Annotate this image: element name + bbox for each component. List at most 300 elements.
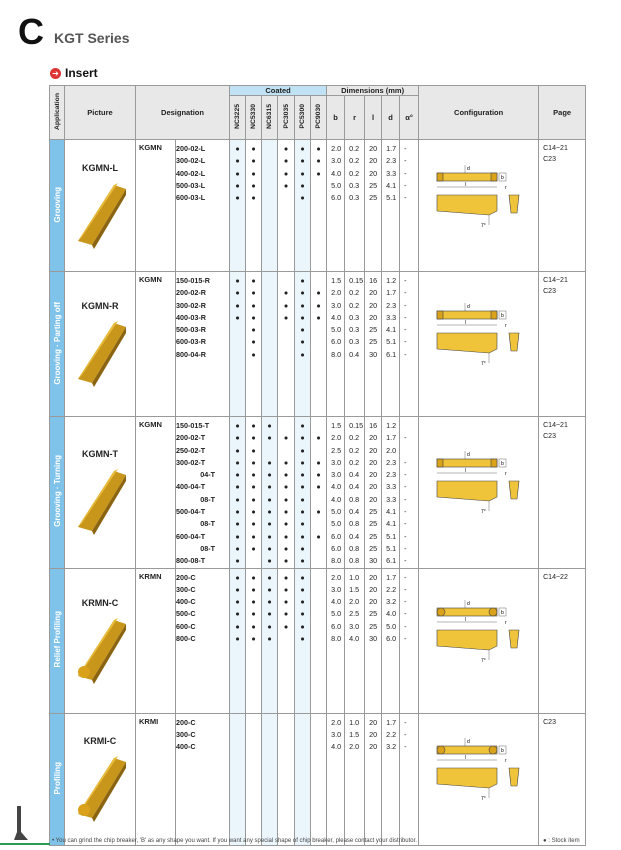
stock-mark: ● <box>251 609 256 619</box>
stock-mark: ● <box>300 584 305 594</box>
dimension-value: 20 <box>369 482 378 492</box>
svg-text:7°: 7° <box>481 509 486 516</box>
dimension-value: 2.0 <box>331 433 342 443</box>
stock-mark: ● <box>283 572 289 582</box>
stock-mark <box>262 445 277 457</box>
dimension-value: 20 <box>369 597 378 607</box>
picture-label: KGMN-R <box>81 301 119 311</box>
stock-mark: ● <box>235 168 240 178</box>
grade-column <box>246 140 262 272</box>
dimension-value: 0.4 <box>349 349 360 359</box>
stock-mark: ● <box>283 144 289 153</box>
stock-mark: ● <box>235 519 240 529</box>
grade-column <box>262 713 278 845</box>
dimension-value: 0.2 <box>349 144 360 153</box>
stock-mark: ● <box>300 300 305 310</box>
dimension-value: 3.2 <box>386 742 397 752</box>
stock-mark: ● <box>300 337 305 347</box>
dimension-value: 1.7 <box>386 288 397 298</box>
dimension-value: - <box>404 168 407 178</box>
stock-mark <box>262 312 277 324</box>
stock-mark: ● <box>251 572 256 582</box>
dimension-value: 3.0 <box>331 729 342 739</box>
stock-mark: ● <box>235 597 240 607</box>
dimension-value: 4.1 <box>386 519 397 529</box>
grade-column <box>246 272 262 417</box>
svg-text:b: b <box>501 461 504 468</box>
designation-code: 200-C <box>176 717 196 727</box>
insert-image <box>70 317 130 387</box>
dimension-value: 8.0 <box>331 349 342 359</box>
grade-column <box>246 713 262 845</box>
dimension-value: 3.0 <box>331 584 342 594</box>
stock-mark: ● <box>251 634 256 644</box>
stock-mark <box>311 180 326 192</box>
stock-mark <box>311 192 326 204</box>
stock-mark: ● <box>235 494 240 504</box>
dimension-value: 1.5 <box>331 276 342 285</box>
stock-mark: ● <box>267 572 272 582</box>
svg-text:7°: 7° <box>481 657 486 664</box>
stock-mark: ● <box>235 556 240 566</box>
stock-mark: ● <box>251 507 256 517</box>
dimension-value: 25 <box>369 609 378 619</box>
stock-mark: ● <box>235 312 240 322</box>
application-cell: Grooving <box>50 140 65 272</box>
stock-mark: ● <box>267 494 272 504</box>
stock-mark: ● <box>283 609 289 619</box>
stock-mark: ● <box>251 519 256 529</box>
stock-mark: ● <box>235 543 240 553</box>
designation-code: 08-T <box>200 494 216 504</box>
stock-mark: ● <box>283 288 289 298</box>
dimension-value: 0.3 <box>349 325 360 335</box>
stock-mark: ● <box>251 349 256 359</box>
dimension-column <box>365 272 382 417</box>
stock-mark: ● <box>235 634 240 644</box>
side-tool-icon <box>12 806 30 847</box>
grade-header: PC3035 <box>278 96 295 140</box>
dimension-column <box>400 568 419 713</box>
stock-mark: ● <box>283 312 289 322</box>
grade-column <box>230 417 246 569</box>
stock-mark <box>230 336 245 348</box>
grade-column <box>246 568 262 713</box>
grade-header: NC5330 <box>246 96 262 140</box>
dimension-value: 3.0 <box>349 621 360 631</box>
stock-mark: ● <box>267 634 272 644</box>
designation-code: 400-04-T <box>176 482 206 492</box>
stock-mark: ● <box>235 445 240 455</box>
stock-mark: ● <box>235 572 240 582</box>
grade-column <box>230 568 246 713</box>
header-coated: Coated <box>230 86 327 96</box>
designation-code: 600-03-R <box>176 337 206 347</box>
grade-column <box>295 417 311 569</box>
picture-cell <box>65 713 136 845</box>
dimension-value: - <box>404 543 407 553</box>
picture-label: KGMN-L <box>82 162 118 173</box>
insert-image <box>70 465 130 535</box>
designation-code: 300-C <box>176 584 196 594</box>
configuration-drawing <box>419 451 529 531</box>
legend-stock-item: ● : Stock item <box>543 838 580 844</box>
dimension-value: 4.0 <box>331 597 342 607</box>
dimension-value: 5.1 <box>386 337 397 347</box>
dimension-column <box>327 568 345 713</box>
stock-mark: ● <box>235 144 240 153</box>
dimension-value: 2.3 <box>386 156 397 166</box>
page-ref: C14~22 <box>543 573 568 581</box>
dimension-column <box>382 568 400 713</box>
stock-mark: ● <box>300 445 305 455</box>
dimension-value: 20 <box>369 288 378 298</box>
dimension-value: 16 <box>369 421 378 430</box>
circle-arrow-icon: ➔ <box>50 68 61 79</box>
family-cell: KGMN <box>136 140 176 272</box>
stock-mark: ● <box>300 556 305 566</box>
dimension-value: 20 <box>369 156 378 166</box>
picture-cell <box>65 140 136 272</box>
designation-codes <box>176 568 230 713</box>
page-ref: C23 <box>543 718 556 726</box>
stock-mark: ● <box>251 144 256 153</box>
dimension-value: 4.0 <box>331 312 342 322</box>
svg-text:7°: 7° <box>481 222 486 229</box>
stock-mark <box>230 349 245 361</box>
grade-column <box>295 272 311 417</box>
stock-mark: ● <box>300 572 305 582</box>
designation-code: 400-03-R <box>176 312 206 322</box>
stock-mark: ● <box>316 288 321 298</box>
stock-mark: ● <box>251 193 256 203</box>
stock-mark: ● <box>300 482 305 492</box>
dimension-value: - <box>404 519 407 529</box>
header-designation: Designation <box>136 86 230 140</box>
stock-mark <box>311 621 326 633</box>
stock-mark: ● <box>267 597 272 607</box>
stock-mark: ● <box>300 193 305 203</box>
dimension-value: 16 <box>369 276 378 285</box>
dimension-column <box>382 713 400 845</box>
grade-column <box>311 417 327 569</box>
dimension-value: 30 <box>369 634 378 644</box>
stock-mark: ● <box>267 609 272 619</box>
stock-mark: ● <box>251 325 256 335</box>
picture-label: KRMI-C <box>83 736 117 747</box>
grade-header: NC6315 <box>262 96 278 140</box>
table-row <box>50 140 586 272</box>
dimension-value: 20 <box>369 445 378 455</box>
dimension-value: 5.1 <box>386 531 397 541</box>
stock-mark: ● <box>267 457 272 467</box>
designation-code: 500-03-L <box>176 180 206 190</box>
dimension-value: - <box>404 556 407 566</box>
stock-mark: ● <box>235 288 240 298</box>
table-row <box>50 272 586 417</box>
stock-mark: ● <box>251 470 256 480</box>
dimension-column <box>400 713 419 845</box>
stock-mark: ● <box>251 621 256 631</box>
designation-code: 150-015-T <box>176 421 210 430</box>
dimension-column <box>345 417 365 569</box>
stock-mark: ● <box>235 621 240 631</box>
svg-text:d: d <box>467 165 470 172</box>
designation-code: 200-C <box>176 572 196 582</box>
stock-mark: ● <box>267 543 272 553</box>
dimension-value: 2.2 <box>386 729 397 739</box>
stock-mark: ● <box>283 584 289 594</box>
stock-mark: ● <box>267 421 272 430</box>
grade-column <box>262 417 278 569</box>
stock-mark: ● <box>316 531 321 541</box>
grade-column <box>230 140 246 272</box>
configuration-drawing <box>419 738 529 818</box>
stock-mark <box>230 729 245 741</box>
stock-mark: ● <box>283 621 289 631</box>
table-row <box>50 417 586 569</box>
dimension-value: 0.8 <box>349 556 360 566</box>
dimension-column <box>345 713 365 845</box>
stock-mark: ● <box>267 519 272 529</box>
dimension-value: 25 <box>369 531 378 541</box>
stock-mark: ● <box>283 519 289 529</box>
svg-text:r: r <box>505 323 507 329</box>
dimension-value: 5.0 <box>331 519 342 529</box>
stock-mark <box>278 717 294 729</box>
dimension-value: 0.2 <box>349 288 360 298</box>
stock-mark: ● <box>316 507 321 517</box>
dimension-value: 1.0 <box>349 717 360 727</box>
stock-mark <box>278 275 294 287</box>
stock-mark: ● <box>300 168 305 178</box>
designation-code: 600-C <box>176 621 196 631</box>
dimension-value: - <box>404 494 407 504</box>
series-title: KGT Series <box>54 30 130 46</box>
stock-mark: ● <box>235 482 240 492</box>
dimension-value: 2.0 <box>331 144 342 153</box>
dimension-value: 25 <box>369 543 378 553</box>
header-configuration: Configuration <box>419 86 539 140</box>
dimension-value: 1.2 <box>386 276 397 285</box>
dimension-value: 20 <box>369 457 378 467</box>
page-ref: C23 <box>543 288 556 295</box>
stock-mark <box>262 729 277 741</box>
dimension-value: - <box>404 325 407 335</box>
designation-code: 400-C <box>176 742 196 752</box>
table-row <box>50 568 586 713</box>
dimension-value: 0.3 <box>349 312 360 322</box>
stock-mark: ● <box>251 531 256 541</box>
stock-mark <box>278 420 294 432</box>
dimension-value: 0.4 <box>349 470 360 480</box>
dimension-value: 6.0 <box>331 621 342 631</box>
dimension-value: 0.8 <box>349 494 360 504</box>
application-cell: Profiling <box>50 713 65 845</box>
dimension-value: 20 <box>369 729 378 739</box>
dimension-value: - <box>404 531 407 541</box>
svg-text:r: r <box>505 471 507 478</box>
footer-accent-line <box>0 843 50 845</box>
stock-mark: ● <box>283 300 289 310</box>
stock-mark: ● <box>316 312 321 322</box>
designation-code: 800-04-R <box>176 349 206 359</box>
stock-mark <box>311 572 326 584</box>
insert-image <box>70 179 130 249</box>
stock-mark: ● <box>283 494 289 504</box>
stock-mark: ● <box>267 556 272 566</box>
dimension-column <box>365 568 382 713</box>
configuration-cell <box>419 140 539 272</box>
stock-mark: ● <box>267 531 272 541</box>
designation-code: 300-02-L <box>176 156 206 166</box>
dimension-value: 4.1 <box>386 180 397 190</box>
application-cell: Grooving · Parting off <box>50 272 65 417</box>
dimension-value: - <box>404 156 407 166</box>
svg-text:d: d <box>467 600 470 607</box>
grade-column <box>246 417 262 569</box>
stock-mark <box>246 555 261 567</box>
dimension-value: - <box>404 507 407 517</box>
dimension-value <box>400 445 418 457</box>
dimension-value: 30 <box>369 556 378 566</box>
dimension-value: 6.0 <box>331 543 342 553</box>
family-cell: KRMI <box>136 713 176 845</box>
dimension-value: 25 <box>369 193 378 203</box>
dimension-value: 6.0 <box>331 193 342 203</box>
stock-mark: ● <box>251 457 256 467</box>
stock-mark: ● <box>300 325 305 335</box>
dimension-value: - <box>404 457 407 467</box>
dimension-value: 4.0 <box>331 742 342 752</box>
stock-mark <box>246 717 261 729</box>
designation-code: 600-04-T <box>176 531 206 541</box>
dimension-column <box>345 568 365 713</box>
grade-column <box>311 140 327 272</box>
page-cell <box>539 713 586 845</box>
stock-mark: ● <box>316 482 321 492</box>
stock-mark <box>262 275 277 287</box>
page-ref: C23 <box>543 433 556 440</box>
stock-mark <box>311 717 326 729</box>
stock-mark <box>278 633 294 645</box>
stock-mark: ● <box>300 156 305 166</box>
dimension-value: - <box>404 349 407 359</box>
grade-column <box>262 272 278 417</box>
insert-image <box>70 752 130 822</box>
page-header <box>18 10 129 50</box>
designation-code: 300-C <box>176 729 196 739</box>
application-cell: Grooving · Turning <box>50 417 65 569</box>
configuration-drawing <box>419 303 529 383</box>
dimension-value: - <box>404 584 407 594</box>
stock-mark <box>262 143 277 155</box>
stock-mark <box>262 324 277 336</box>
grade-column <box>262 140 278 272</box>
dimension-value: 0.8 <box>349 543 360 553</box>
stock-mark <box>230 324 245 336</box>
dimension-value: 4.1 <box>386 325 397 335</box>
dimension-value: - <box>404 597 407 607</box>
dimension-value: 20 <box>369 312 378 322</box>
configuration-cell <box>419 713 539 845</box>
dimension-value: 3.0 <box>331 470 342 480</box>
dimension-column <box>365 140 382 272</box>
stock-mark <box>295 729 310 741</box>
dimension-value: 0.3 <box>349 337 360 347</box>
dimension-value: 3.2 <box>386 597 397 607</box>
dimension-column <box>327 417 345 569</box>
dimension-column <box>327 272 345 417</box>
stock-mark <box>246 741 261 753</box>
page-ref: C14~21 <box>543 277 568 284</box>
header-dimensions: Dimensions (mm) <box>327 86 419 96</box>
stock-mark: ● <box>300 621 305 631</box>
dimension-value: 20 <box>369 742 378 752</box>
stock-mark: ● <box>235 507 240 517</box>
picture-label: KGMN-T <box>82 449 118 460</box>
stock-mark <box>278 336 294 348</box>
dimension-value: 25 <box>369 180 378 190</box>
stock-mark <box>311 420 326 432</box>
dimension-value: 3.3 <box>386 482 397 492</box>
dimension-value: 1.7 <box>386 717 397 727</box>
stock-mark <box>295 741 310 753</box>
dimension-value: 6.1 <box>386 556 397 566</box>
stock-mark: ● <box>283 168 289 178</box>
dimension-value: 4.0 <box>331 494 342 504</box>
section-heading <box>50 66 98 80</box>
dimension-value: 3.0 <box>331 300 342 310</box>
designation-code: 150-015-R <box>176 276 210 285</box>
stock-mark: ● <box>300 470 305 480</box>
page-ref: C14~21 <box>543 422 568 429</box>
designation-code: 08-T <box>200 543 216 553</box>
dimension-value: 4.0 <box>331 168 342 178</box>
svg-text:b: b <box>501 748 504 755</box>
grade-column <box>311 272 327 417</box>
stock-mark: ● <box>300 597 305 607</box>
stock-mark: ● <box>300 180 305 190</box>
grade-column <box>262 568 278 713</box>
stock-mark: ● <box>300 634 305 644</box>
svg-text:r: r <box>505 184 507 191</box>
stock-mark: ● <box>235 276 240 285</box>
dimension-value: - <box>404 276 407 285</box>
stock-mark: ● <box>316 300 321 310</box>
dimension-value: 2.0 <box>349 742 360 752</box>
grade-column <box>278 272 295 417</box>
stock-mark <box>246 729 261 741</box>
stock-mark: ● <box>251 180 256 190</box>
page-cell <box>539 417 586 569</box>
svg-text:b: b <box>501 609 504 616</box>
stock-mark: ● <box>235 531 240 541</box>
stock-mark: ● <box>251 300 256 310</box>
dimension-value: 8.0 <box>331 634 342 644</box>
designation-code: 500-04-T <box>176 507 206 517</box>
stock-mark: ● <box>235 584 240 594</box>
dimension-value: 8.0 <box>331 556 342 566</box>
dimension-value: 3.3 <box>386 168 397 178</box>
dimension-value: 0.2 <box>349 445 360 455</box>
dimension-value: - <box>404 337 407 347</box>
stock-mark <box>278 445 294 457</box>
svg-text:l: l <box>465 320 467 326</box>
application-cell: Relief Profiling <box>50 568 65 713</box>
stock-mark: ● <box>235 609 240 619</box>
stock-mark <box>262 300 277 312</box>
